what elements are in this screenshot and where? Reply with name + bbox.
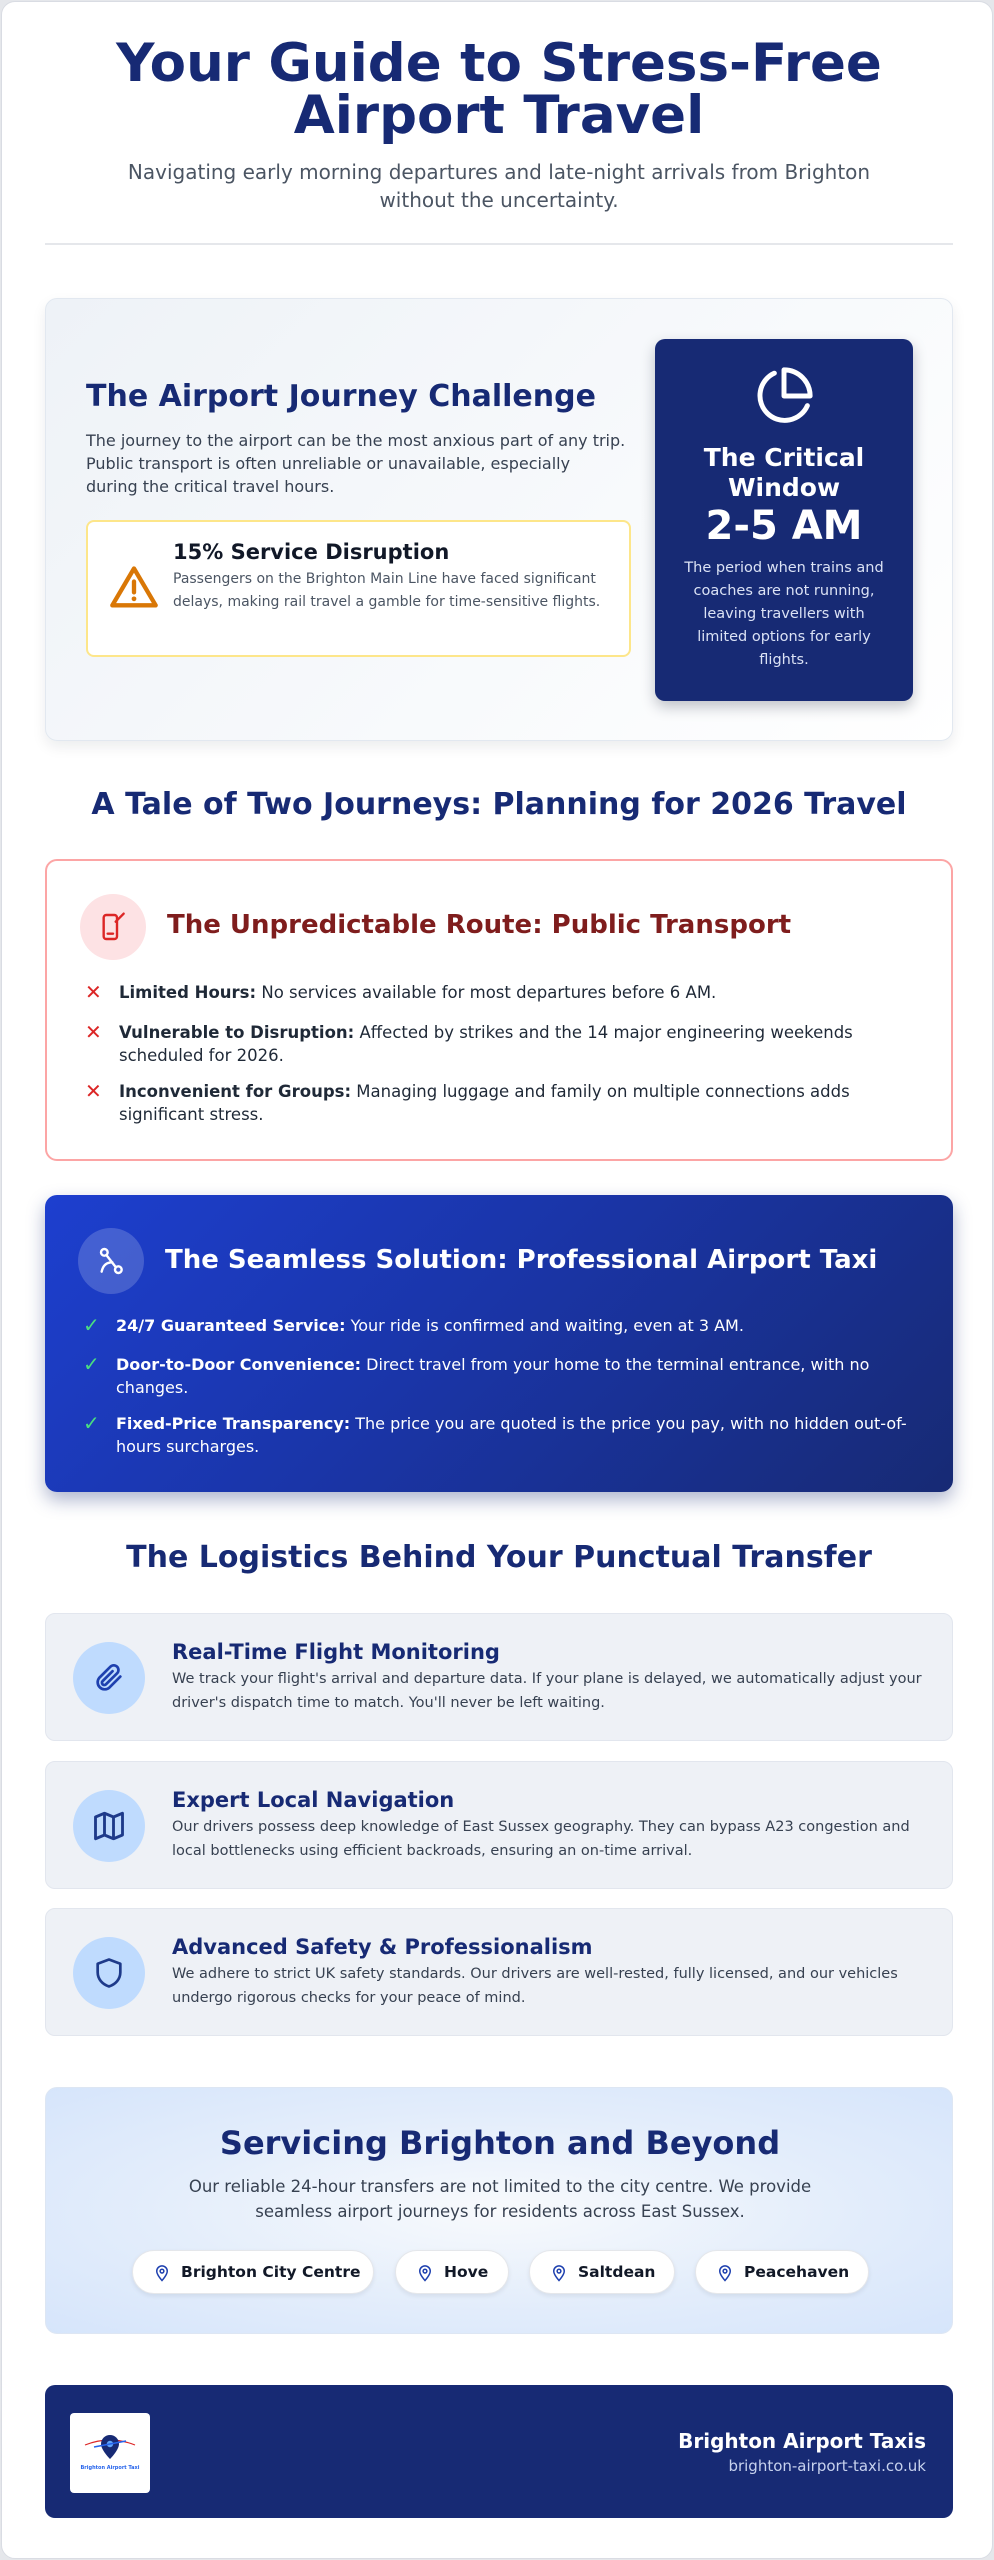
taxi-item-heading: Door-to-Door Convenience: [116,1355,362,1374]
pie-chart-icon [751,363,817,429]
infographic-page [1,1,993,2559]
logistics-item [45,1908,953,2036]
header-divider [45,243,953,245]
logistics-icon-circle [73,1642,145,1714]
logistics-title: The Logistics Behind Your Punctual Transfer [126,1540,872,1575]
cross-icon: ✕ [85,980,102,1004]
check-icon: ✓ [83,1313,100,1337]
service-body: Our reliable 24-hour transfers are not limited to the city centre. We provide seamless airport journeys for residents across East Sussex. [188,2177,812,2221]
critical-window-label: The Critical Window [703,443,865,502]
critical-window-card [655,339,913,701]
company-logo [70,2413,150,2493]
journeys-title: A Tale of Two Journeys: Planning for 2026 Travel [91,787,907,822]
area-chip [529,2250,675,2294]
disruption-alert [86,520,631,657]
warning-triangle-icon [108,562,160,614]
taxi-icon-circle [78,1228,144,1294]
location-pin-icon [550,2263,568,2283]
check-icon: ✓ [83,1352,100,1376]
service-title: Servicing Brighton and Beyond [219,2124,781,2162]
taxi-item-heading: Fixed-Price Transparency: [116,1414,351,1433]
public-item-heading: Limited Hours: [119,983,257,1002]
taxi-item-text: The price you are quoted is the price you pay, with no hidden out-of-hours surcharges. [116,1414,907,1456]
public-item-text: No services available for most departures before 6 AM. [256,983,717,1002]
map-icon [91,1808,127,1844]
critical-window-value: 2-5 AM [705,503,863,549]
shield-icon [92,1955,126,1991]
public-transport-card [45,859,953,1161]
alert-title: 15% Service Disruption [173,540,450,564]
location-pin-icon [416,2263,434,2283]
critical-window-description: The period when trains and coaches are not running, leaving travellers with limited options for early flights. [684,560,884,668]
page-footer [45,2385,953,2518]
public-item-heading: Inconvenient for Groups: [119,1082,352,1101]
logistics-item-body: We track your flight's arrival and departure data. If your plane is delayed, we automatically adjust your driver's dispatch time to match. You'll never be left waiting. [172,1671,922,1711]
taxi-item-text: Your ride is confirmed and waiting, even at 3 AM. [345,1316,744,1335]
area-chip-label: Hove [444,2263,489,2281]
area-chip-label: Peacehaven [744,2263,850,2281]
page-title: Your Guide to Stress-Free Airport Travel [116,33,882,146]
logo-text: Brighton Airport Taxi [80,2465,140,2471]
area-chip-label: Saltdean [578,2263,656,2281]
location-pin-icon [153,2263,171,2283]
alert-body: Passengers on the Brighton Main Line have faced significant delays, making rail travel a gamble for time-sensitive flights. [173,571,601,610]
footer-website-link[interactable]: brighton-airport-taxi.co.uk [728,2457,926,2475]
challenge-card [45,298,953,741]
cross-icon: ✕ [85,1079,102,1103]
public-item-heading: Vulnerable to Disruption: [119,1023,355,1042]
footer-company-name: Brighton Airport Taxis [678,2429,926,2453]
page-subtitle: Navigating early morning departures and late-night arrivals from Brighton without the uncertainty. [127,160,871,212]
logistics-item-body: We adhere to strict UK safety standards. Our drivers are well-rested, fully licensed, and our vehicles undergo rigorous checks for your peace of mind. [172,1966,898,2006]
public-transport-title: The Unpredictable Route: Public Transport [167,910,792,940]
logistics-icon-circle [73,1937,145,2009]
logistics-item-title: Advanced Safety & Professionalism [172,1935,593,1959]
airport-taxi-card [45,1195,953,1492]
public-item-text: Affected by strikes and the 14 major engineering weekends scheduled for 2026. [119,1023,853,1065]
area-chip-label: Brighton City Centre [181,2263,361,2281]
location-pin-icon [716,2263,734,2283]
cross-icon: ✕ [85,1020,102,1044]
paperclip-icon [92,1661,126,1695]
service-area-card [45,2087,953,2334]
area-chip [695,2250,869,2294]
logistics-item [45,1613,953,1741]
taxi-item-text: Direct travel from your home to the terminal entrance, with no changes. [116,1355,870,1397]
logistics-item-title: Expert Local Navigation [172,1788,455,1812]
check-icon: ✓ [83,1411,100,1435]
phone-missed-icon [97,911,129,943]
logistics-item-body: Our drivers possess deep knowledge of East Sussex geography. They can bypass A23 congestion and local bottlenecks using efficient backroads, ensuring an on-time arrival. [172,1819,910,1859]
public-transport-icon-circle [80,894,146,960]
challenge-body: The journey to the airport can be the most anxious part of any trip. Public transport is often unreliable or unavailable, especially during the critical travel hours. [86,431,626,496]
logistics-item [45,1761,953,1889]
logistics-item-title: Real-Time Flight Monitoring [172,1640,500,1664]
taxi-title: The Seamless Solution: Professional Airport Taxi [165,1245,878,1275]
route-icon [95,1245,127,1277]
page-header [45,2,953,262]
taxi-item-heading: 24/7 Guaranteed Service: [116,1316,346,1335]
logistics-icon-circle [73,1790,145,1862]
public-item-text: Managing luggage and family on multiple connections adds significant stress. [119,1082,850,1124]
area-chip [395,2250,509,2294]
area-chip [132,2250,374,2294]
logo-pin-icon [70,2413,150,2493]
challenge-title: The Airport Journey Challenge [86,379,596,414]
